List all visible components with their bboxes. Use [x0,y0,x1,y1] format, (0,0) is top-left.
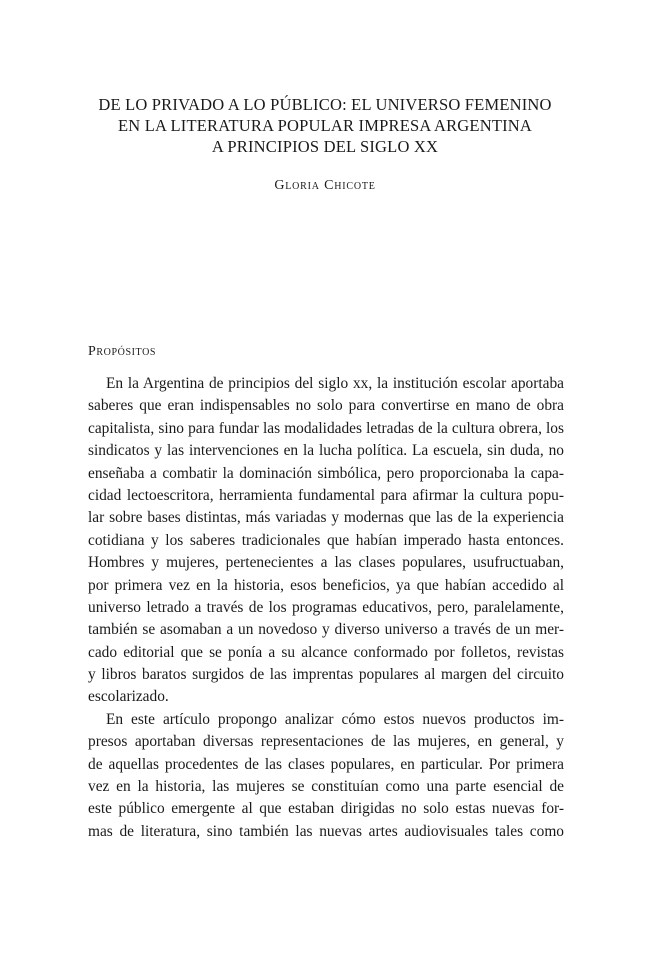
text-line: este público emergente al que estaban dirigidas no solo estas nuevas for- [88,800,564,818]
text-line: también se asomaban a un novedoso y diverso universo a través de un mer- [88,621,564,639]
author-name: Gloria Chicote [274,178,376,193]
article-title [60,94,590,157]
title-line: DE LO PRIVADO A LO PÚBLICO: EL UNIVERSO FEMENINO [98,95,552,114]
text-line: cado editorial que se ponía a su alcance conformado por folletos, revistas [88,643,564,661]
text-line: y libros baratos surgidos de las imprentas populares al margen del circuito [88,666,564,684]
text-line: escolarizado. [88,688,169,706]
text-line: cidad lectoescritora, herramienta fundamental para afirmar la cultura popu- [88,486,564,504]
text-line: En este artículo propongo analizar cómo estos nuevos productos im- [106,710,564,728]
text-line: mas de literatura, sino también las nuevas artes audiovisuales tales como [88,822,564,840]
text-line: capitalista, sino para fundar las modalidades letradas de la cultura obrera, los [88,419,564,437]
text-line: por primera vez en la historia, esos beneficios, ya que habían accedido al [88,576,564,594]
text-line: Hombres y mujeres, pertenecientes a las clases populares, usufructuaban, [88,554,564,572]
text-line: En la Argentina de principios del siglo xx, la institución escolar aportaba [106,375,564,392]
text-line: de aquellas procedentes de las clases populares, en particular. Por primera [88,755,564,773]
title-line: EN LA LITERATURA POPULAR IMPRESA ARGENTINA [117,116,533,135]
text-line: sindicatos y las intervenciones en la lucha política. La escuela, sin duda, no [88,442,564,460]
text-line: vez en la historia, las mujeres se constituían como una parte esencial de [88,778,564,796]
text-line: enseñaba a combatir la dominación simbólica, pero proporcionaba la capa- [88,464,564,482]
body-text [88,373,564,843]
text-line: presos aportaban diversas representaciones de las mujeres, en general, y [88,733,564,751]
title-line: A PRINCIPIOS DEL SIGLO XX [211,137,439,156]
text-line: saberes que eran indispensables no solo para convertirse en mano de obra [88,397,564,415]
text-line: cotidiana y los saberes tradicionales que habían imperado hasta entonces. [88,531,564,549]
text-line: lar sobre bases distintas, más variadas y modernas que las de la experiencia [88,509,564,527]
section-heading: Propósitos [88,344,157,359]
text-line: universo letrado a través de los programas educativos, pero, paralelamente, [88,598,564,616]
